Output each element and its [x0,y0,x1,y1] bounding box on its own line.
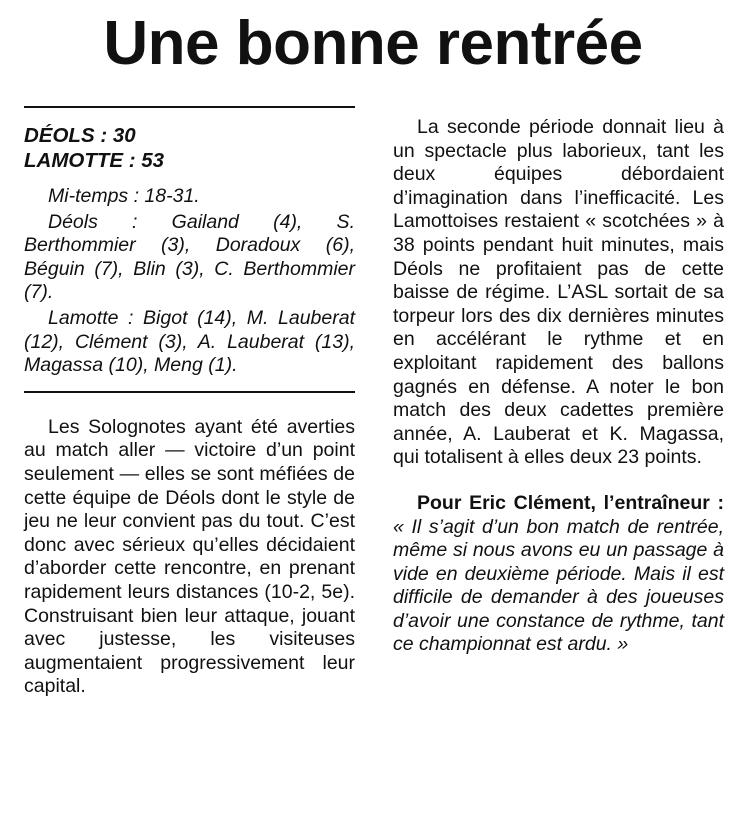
quote-lead: Pour Eric Clément, l’entraîneur : [417,491,724,514]
right-column [393,116,724,657]
scoreboard [24,123,355,173]
lamotte-scorers: Lamotte : Bigot (14), M. Lauberat (12), Clément (3), A. Lauberat (13), Magassa (10), Meng (1). [24,306,355,377]
coach-quote [393,492,724,657]
deols-scorers: Déols : Gailand (4), S. Berthommier (3), Doradoux (6), Béguin (7), Blin (3), C. Berthommier (7). [24,210,355,304]
article-paragraph-2: La seconde période donnait lieu à un spectacle plus laborieux, tant les deux équipes débordaient d’imagination dans l’inefficacité. Les Lamottoises restaient « scotchées » à 38 points pendant huit minutes, mais Déols ne profitaient pas de cette baisse de régime. L’ASL sortait de sa torpeur lors des dix dernières minutes en accélérant le rythme et en exploitant rapidement des ballons gagnés en défense. A noter le bon match des deux cadettes première année, A. Lauberat et K. Magassa, qui totalisent à elles deux 23 points. [393,116,724,469]
halftime-score: Mi-temps : 18-31. [48,185,200,207]
left-column [24,106,355,699]
score-team1: DÉOLS : 30 [24,124,136,147]
bottom-rule [24,391,355,393]
article-paragraph-1: Les Solognotes ayant été averties au match aller — victoire d’un point seulement — elles se sont méfiées de cette équipe de Déols dont le style de jeu ne leur convient pas du tout. C’est donc avec sérieux qu’elles décidaient d’aborder cette rencontre, en prenant rapidement leurs distances (10-2, 5e). Construisant bien leur attaque, jouant avec justesse, les visiteuses augmentaient progressivement leur capital. [24,415,355,698]
quote-text: « Il s’agit d’un bon match de rentrée, même si nous avons eu un passage à vide en deuxième période. Mais il est difficile de demander à des joueuses d’avoir une constance de rythme, tant ce championnat est ardu. » [393,515,724,656]
headline: Une bonne rentrée [103,9,643,78]
score-team2: LAMOTTE : 53 [24,149,165,172]
top-rule [24,106,355,108]
